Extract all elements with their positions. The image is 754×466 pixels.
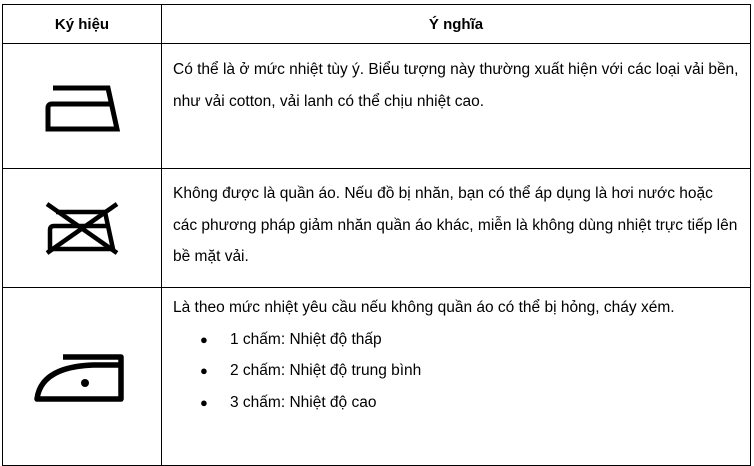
iron-one-dot-icon: [33, 349, 131, 405]
symbol-cell: [3, 288, 162, 466]
do-not-iron-icon: [39, 198, 125, 258]
header-symbol: Ký hiệu: [3, 5, 162, 44]
symbol-cell: [3, 169, 162, 288]
header-meaning: Ý nghĩa: [162, 5, 751, 44]
list-item: ● 1 chấm: Nhiệt độ thấp: [173, 324, 740, 356]
list-item: ● 3 chấm: Nhiệt độ cao: [173, 387, 740, 419]
list-item: ● 2 chấm: Nhiệt độ trung bình: [173, 355, 740, 387]
table-header-row: [3, 5, 751, 44]
dot-level-list: [173, 324, 740, 419]
laundry-symbol-table: [2, 4, 751, 466]
symbol-cell: [3, 44, 162, 169]
meaning-text: Là theo mức nhiệt yêu cầu nếu không quần áo có thể bị hỏng, cháy xém.: [173, 299, 675, 316]
iron-icon: [39, 77, 125, 135]
table-row: [3, 288, 751, 466]
table-row: [3, 169, 751, 288]
meaning-cell: Không được là quần áo. Nếu đồ bị nhăn, bạn có thể áp dụng là hơi nước hoặc các phương pháp giảm nhăn quần áo khác, miễn là không dùng nhiệt trực tiếp lên bề mặt vải.: [162, 169, 751, 288]
meaning-cell: [162, 288, 751, 466]
table-row: [3, 44, 751, 169]
meaning-cell: Có thể là ở mức nhiệt tùy ý. Biểu tượng này thường xuất hiện với các loại vải bền, như vải cotton, vải lanh có thể chịu nhiệt cao.: [162, 44, 751, 169]
